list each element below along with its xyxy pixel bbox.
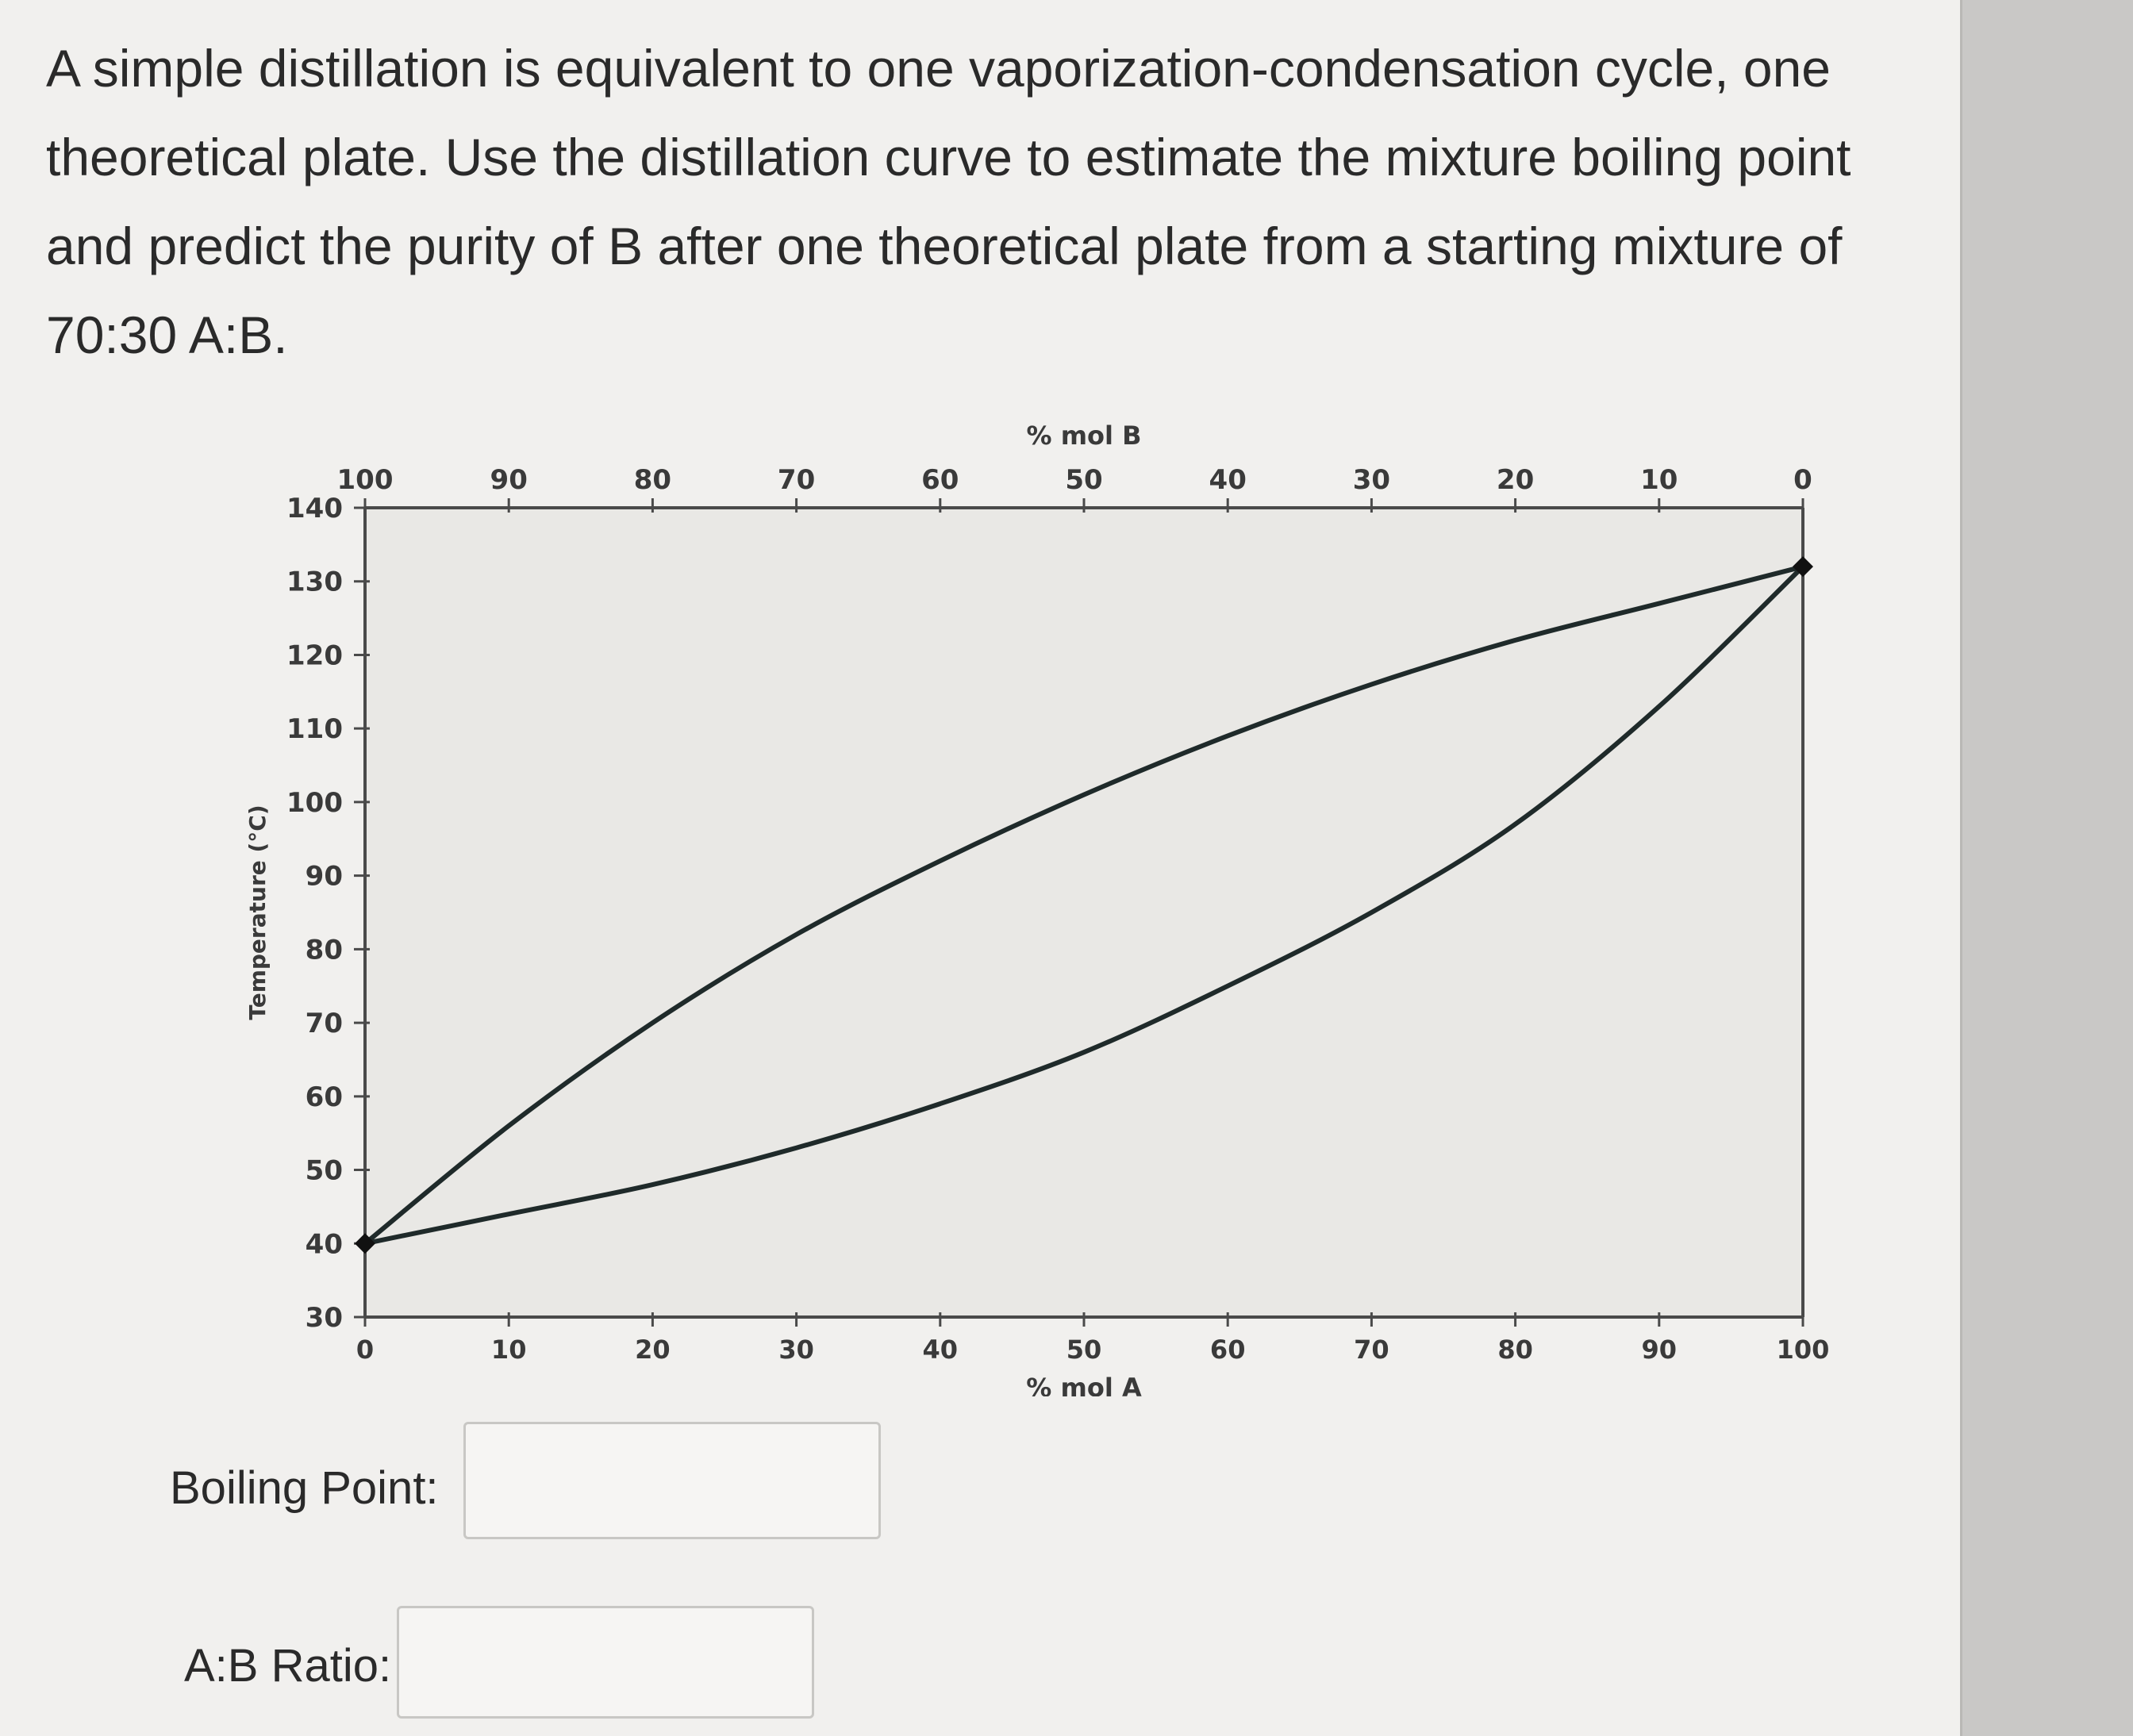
y-tick-label: 30 xyxy=(305,1302,343,1334)
x-tick-label-bottom: 30 xyxy=(778,1335,814,1365)
boiling-point-input[interactable] xyxy=(466,1424,878,1537)
x-tick-label-bottom: 60 xyxy=(1209,1335,1246,1365)
x-tick-label-top: 0 xyxy=(1793,464,1812,496)
ratio-label: A:B Ratio: xyxy=(184,1640,392,1692)
x-tick-label-top: 10 xyxy=(1640,464,1678,496)
x-axis-label-bottom: % mol A xyxy=(1026,1373,1142,1396)
x-tick-label-bottom: 80 xyxy=(1497,1335,1533,1365)
y-tick-label: 110 xyxy=(286,713,343,746)
y-tick-label: 70 xyxy=(305,1008,343,1040)
plot-background xyxy=(365,508,1803,1317)
x-tick-label-bottom: 70 xyxy=(1354,1335,1389,1365)
x-tick-label-bottom: 50 xyxy=(1066,1335,1102,1365)
x-tick-label-bottom: 90 xyxy=(1641,1335,1678,1365)
x-tick-label-top: 20 xyxy=(1496,464,1535,496)
ratio-input[interactable] xyxy=(399,1608,812,1716)
x-tick-label-top: 80 xyxy=(633,464,672,496)
boiling-point-label: Boiling Point: xyxy=(170,1462,439,1514)
y-tick-label: 100 xyxy=(286,786,343,819)
ratio-field[interactable] xyxy=(397,1606,814,1719)
x-tick-label-bottom: 20 xyxy=(635,1335,671,1365)
x-tick-label-top: 30 xyxy=(1352,464,1391,496)
x-tick-label-bottom: 40 xyxy=(922,1335,959,1365)
x-tick-label-top: 50 xyxy=(1065,464,1103,496)
x-tick-label-top: 40 xyxy=(1209,464,1247,496)
question-text: A simple distillation is equivalent to one vaporization-condensation cycle, one theoretical plate. Use the distillation curve to estimate the mixture boiling point and predict the purity of B after one theoretical plate from a starting mixture of 70:30 A:B. xyxy=(46,39,1851,364)
x-tick-label-top: 90 xyxy=(490,464,528,496)
y-tick-label: 80 xyxy=(305,934,343,966)
boiling-point-field[interactable] xyxy=(463,1422,881,1539)
y-tick-label: 140 xyxy=(286,493,343,524)
x-tick-label-bottom: 10 xyxy=(490,1335,527,1365)
x-axis-label-top: % mol B xyxy=(1026,421,1142,451)
y-tick-label: 130 xyxy=(286,566,343,598)
y-tick-label: 90 xyxy=(305,860,343,893)
y-tick-label: 60 xyxy=(305,1081,343,1113)
x-tick-label-bottom: 100 xyxy=(1776,1335,1830,1365)
y-axis-label: Temperature (°C) xyxy=(244,805,271,1020)
x-tick-label-bottom: 0 xyxy=(356,1335,375,1365)
x-tick-label-top: 60 xyxy=(921,464,959,496)
x-tick-label-top: 70 xyxy=(777,464,816,496)
y-tick-label: 120 xyxy=(286,639,343,672)
x-tick-label-top: 100 xyxy=(336,464,394,496)
y-tick-label: 50 xyxy=(305,1154,343,1187)
y-tick-label: 40 xyxy=(305,1228,343,1261)
